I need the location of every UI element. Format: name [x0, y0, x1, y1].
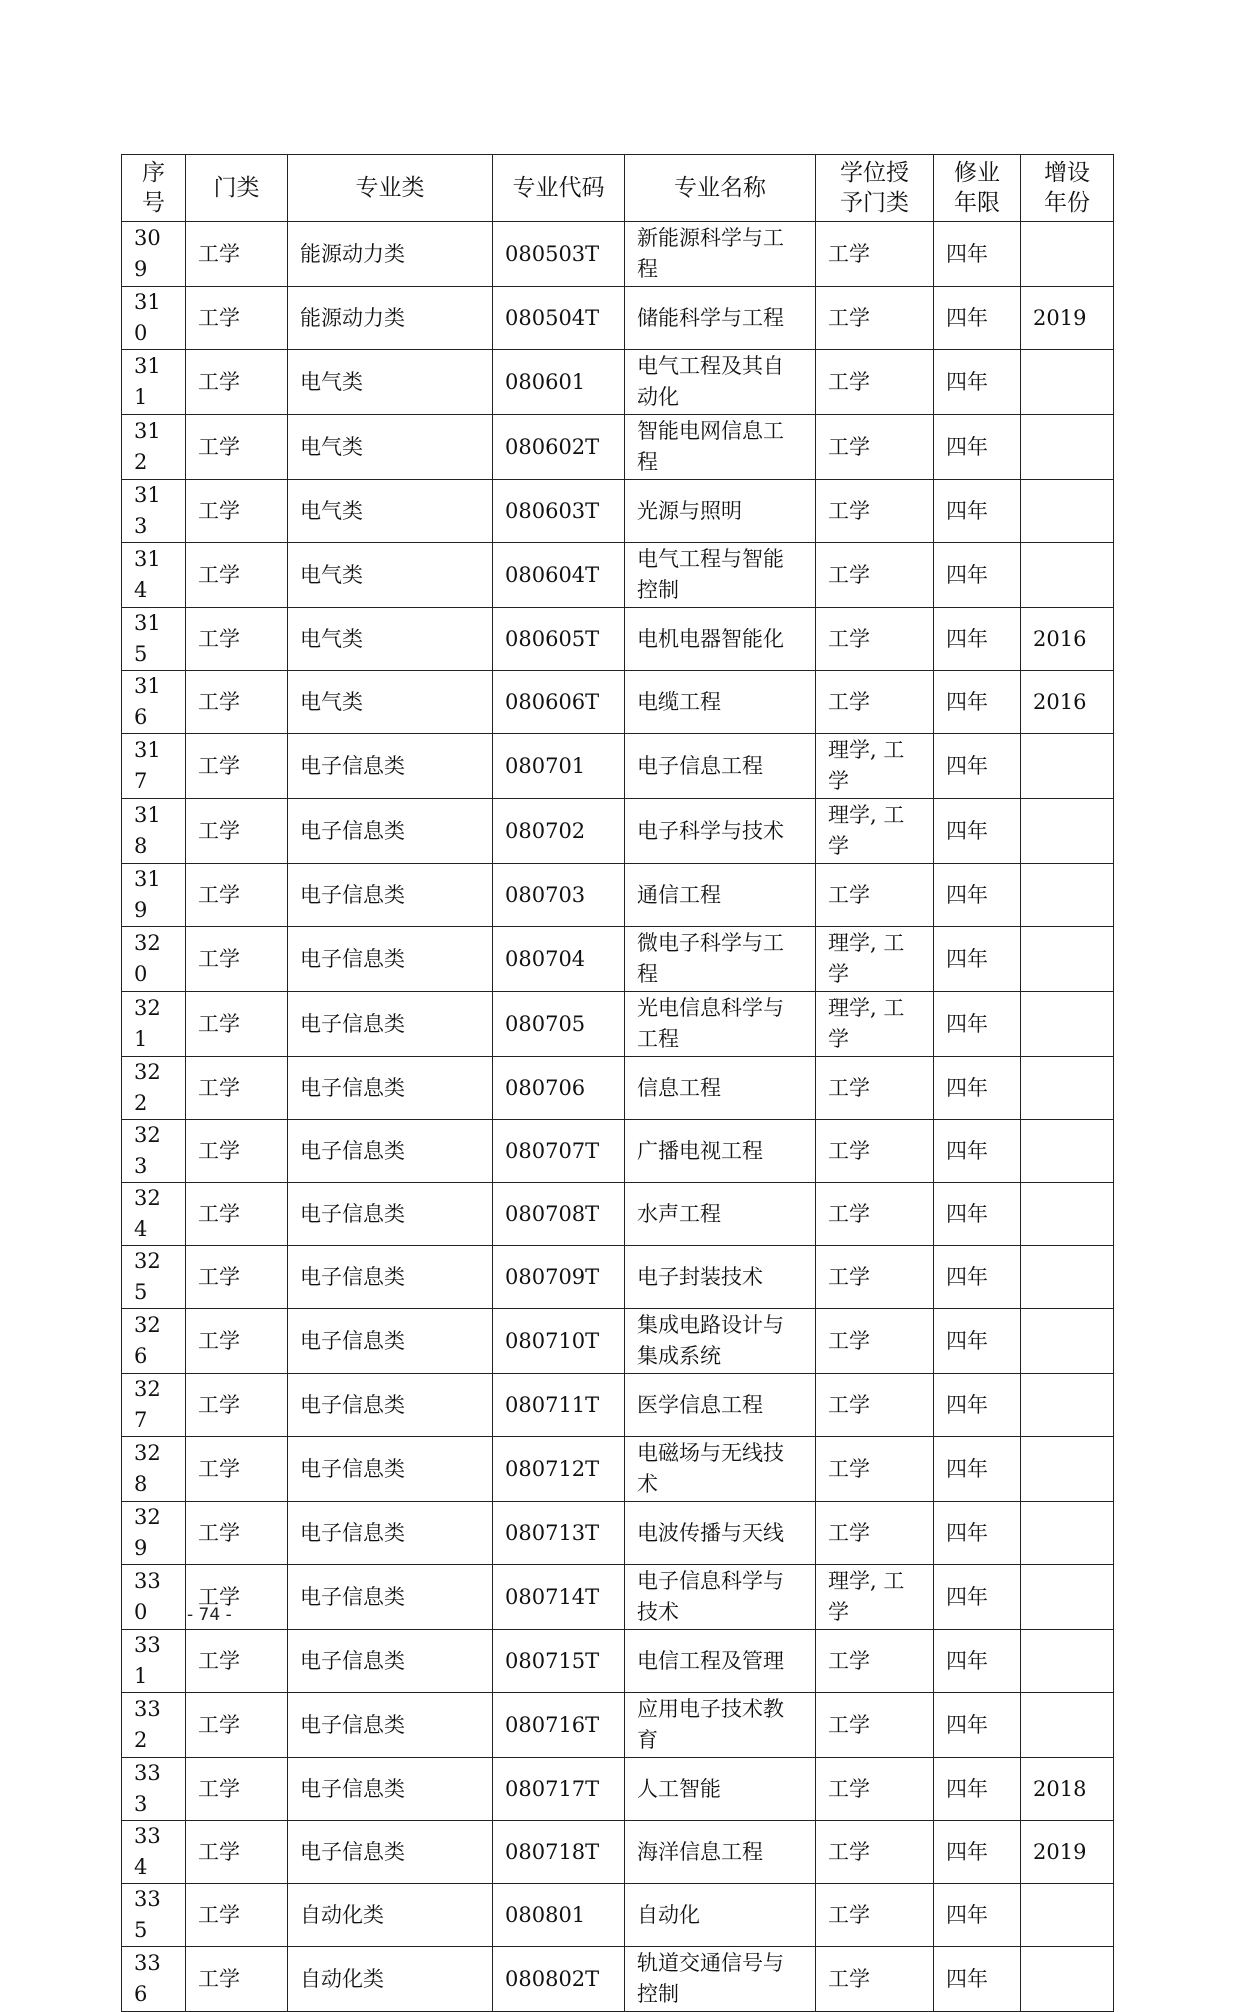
cell-year-added — [1021, 927, 1114, 992]
table-row — [122, 1565, 1114, 1630]
cell-year-added — [1021, 415, 1114, 480]
cell-code: 080706 — [493, 1057, 625, 1120]
cell-degree: 理学, 工学 — [816, 1565, 934, 1630]
cell-category: 工学 — [186, 799, 288, 864]
table-row — [122, 1183, 1114, 1246]
cell-duration: 四年 — [934, 1374, 1021, 1437]
cell-name: 信息工程 — [625, 1057, 816, 1120]
cell-degree: 工学 — [816, 1947, 934, 2012]
cell-category: 工学 — [186, 608, 288, 671]
cell-degree: 理学, 工学 — [816, 799, 934, 864]
cell-code: 080801 — [493, 1884, 625, 1947]
cell-no: 327 — [122, 1374, 186, 1437]
cell-year-added: 2019 — [1021, 287, 1114, 350]
cell-no: 323 — [122, 1120, 186, 1183]
cell-name: 电缆工程 — [625, 671, 816, 734]
cell-degree: 工学 — [816, 1758, 934, 1821]
header-code: 专业代码 — [493, 155, 625, 222]
cell-name: 人工智能 — [625, 1758, 816, 1821]
cell-name: 自动化 — [625, 1884, 816, 1947]
cell-duration: 四年 — [934, 1309, 1021, 1374]
cell-duration: 四年 — [934, 1246, 1021, 1309]
cell-code: 080701 — [493, 734, 625, 799]
cell-no: 326 — [122, 1309, 186, 1374]
cell-name: 电子封装技术 — [625, 1246, 816, 1309]
cell-category: 工学 — [186, 992, 288, 1057]
cell-category: 工学 — [186, 287, 288, 350]
cell-major-class: 电子信息类 — [288, 734, 493, 799]
cell-name: 光电信息科学与工程 — [625, 992, 816, 1057]
cell-no: 320 — [122, 927, 186, 992]
cell-major-class: 电气类 — [288, 608, 493, 671]
cell-degree: 工学 — [816, 1821, 934, 1884]
cell-year-added: 2018 — [1021, 1758, 1114, 1821]
cell-code: 080711T — [493, 1374, 625, 1437]
table-row — [122, 1057, 1114, 1120]
table-row — [122, 927, 1114, 992]
cell-year-added — [1021, 1246, 1114, 1309]
cell-no: 319 — [122, 864, 186, 927]
cell-no: 309 — [122, 222, 186, 287]
cell-year-added: 2016 — [1021, 608, 1114, 671]
cell-category: 工学 — [186, 1758, 288, 1821]
cell-duration: 四年 — [934, 734, 1021, 799]
cell-category: 工学 — [186, 222, 288, 287]
table-header-row — [122, 155, 1114, 222]
cell-degree: 工学 — [816, 1502, 934, 1565]
cell-code: 080604T — [493, 543, 625, 608]
header-degree: 学位授 予门类 — [816, 155, 934, 222]
cell-duration: 四年 — [934, 415, 1021, 480]
cell-major-class: 电子信息类 — [288, 992, 493, 1057]
table-row — [122, 1437, 1114, 1502]
cell-duration: 四年 — [934, 799, 1021, 864]
cell-duration: 四年 — [934, 1120, 1021, 1183]
cell-duration: 四年 — [934, 1057, 1021, 1120]
table-row — [122, 992, 1114, 1057]
cell-major-class: 能源动力类 — [288, 287, 493, 350]
cell-category: 工学 — [186, 1183, 288, 1246]
cell-year-added — [1021, 1502, 1114, 1565]
cell-name: 电子科学与技术 — [625, 799, 816, 864]
cell-category: 工学 — [186, 927, 288, 992]
cell-duration: 四年 — [934, 608, 1021, 671]
cell-duration: 四年 — [934, 1437, 1021, 1502]
cell-major-class: 电子信息类 — [288, 1374, 493, 1437]
cell-degree: 工学 — [816, 1309, 934, 1374]
cell-degree: 工学 — [816, 350, 934, 415]
cell-year-added — [1021, 1947, 1114, 2012]
cell-duration: 四年 — [934, 480, 1021, 543]
table-row — [122, 1502, 1114, 1565]
cell-duration: 四年 — [934, 1758, 1021, 1821]
cell-degree: 工学 — [816, 480, 934, 543]
cell-year-added — [1021, 1120, 1114, 1183]
cell-major-class: 电子信息类 — [288, 1057, 493, 1120]
cell-duration: 四年 — [934, 671, 1021, 734]
cell-duration: 四年 — [934, 1947, 1021, 2012]
cell-category: 工学 — [186, 1374, 288, 1437]
table-row — [122, 1309, 1114, 1374]
cell-no: 316 — [122, 671, 186, 734]
cell-duration: 四年 — [934, 1565, 1021, 1630]
cell-year-added: 2019 — [1021, 1821, 1114, 1884]
cell-name: 新能源科学与工程 — [625, 222, 816, 287]
cell-code: 080703 — [493, 864, 625, 927]
cell-category: 工学 — [186, 1057, 288, 1120]
cell-duration: 四年 — [934, 1821, 1021, 1884]
cell-major-class: 电气类 — [288, 543, 493, 608]
table-row — [122, 1120, 1114, 1183]
cell-name: 储能科学与工程 — [625, 287, 816, 350]
cell-degree: 工学 — [816, 287, 934, 350]
cell-major-class: 电子信息类 — [288, 799, 493, 864]
header-major-class: 专业类 — [288, 155, 493, 222]
cell-no: 325 — [122, 1246, 186, 1309]
cell-degree: 工学 — [816, 415, 934, 480]
cell-name: 电波传播与天线 — [625, 1502, 816, 1565]
cell-category: 工学 — [186, 1120, 288, 1183]
cell-duration: 四年 — [934, 350, 1021, 415]
cell-degree: 工学 — [816, 543, 934, 608]
cell-year-added — [1021, 222, 1114, 287]
cell-degree: 工学 — [816, 222, 934, 287]
cell-name: 光源与照明 — [625, 480, 816, 543]
cell-code: 080601 — [493, 350, 625, 415]
table-row — [122, 799, 1114, 864]
cell-name: 广播电视工程 — [625, 1120, 816, 1183]
cell-year-added — [1021, 1565, 1114, 1630]
cell-year-added — [1021, 1884, 1114, 1947]
cell-code: 080707T — [493, 1120, 625, 1183]
header-category: 门类 — [186, 155, 288, 222]
cell-no: 322 — [122, 1057, 186, 1120]
cell-code: 080708T — [493, 1183, 625, 1246]
cell-duration: 四年 — [934, 1884, 1021, 1947]
cell-duration: 四年 — [934, 992, 1021, 1057]
cell-no: 328 — [122, 1437, 186, 1502]
table-row — [122, 1947, 1114, 2012]
cell-code: 080702 — [493, 799, 625, 864]
cell-major-class: 电子信息类 — [288, 1821, 493, 1884]
cell-year-added — [1021, 992, 1114, 1057]
cell-major-class: 电子信息类 — [288, 927, 493, 992]
cell-no: 330 — [122, 1565, 186, 1630]
table-row — [122, 222, 1114, 287]
cell-major-class: 电子信息类 — [288, 1502, 493, 1565]
cell-no: 335 — [122, 1884, 186, 1947]
cell-major-class: 能源动力类 — [288, 222, 493, 287]
cell-name: 水声工程 — [625, 1183, 816, 1246]
cell-degree: 工学 — [816, 1630, 934, 1693]
cell-no: 310 — [122, 287, 186, 350]
cell-degree: 理学, 工学 — [816, 927, 934, 992]
cell-category: 工学 — [186, 1630, 288, 1693]
cell-duration: 四年 — [934, 1630, 1021, 1693]
header-no: 序 号 — [122, 155, 186, 222]
cell-name: 医学信息工程 — [625, 1374, 816, 1437]
cell-duration: 四年 — [934, 1502, 1021, 1565]
page-number: - 74 - — [187, 1605, 232, 1625]
cell-year-added — [1021, 1183, 1114, 1246]
cell-code: 080802T — [493, 1947, 625, 2012]
table-row — [122, 415, 1114, 480]
cell-code: 080606T — [493, 671, 625, 734]
cell-degree: 工学 — [816, 1884, 934, 1947]
cell-code: 080602T — [493, 415, 625, 480]
cell-duration: 四年 — [934, 543, 1021, 608]
cell-name: 智能电网信息工程 — [625, 415, 816, 480]
header-year-added: 增设 年份 — [1021, 155, 1114, 222]
cell-no: 313 — [122, 480, 186, 543]
cell-major-class: 电子信息类 — [288, 1693, 493, 1758]
cell-code: 080718T — [493, 1821, 625, 1884]
cell-name: 电气工程及其自动化 — [625, 350, 816, 415]
table-row — [122, 864, 1114, 927]
cell-duration: 四年 — [934, 864, 1021, 927]
cell-degree: 工学 — [816, 1183, 934, 1246]
cell-duration: 四年 — [934, 1183, 1021, 1246]
table-body — [122, 222, 1114, 2012]
cell-no: 311 — [122, 350, 186, 415]
cell-category: 工学 — [186, 1947, 288, 2012]
table-row — [122, 671, 1114, 734]
cell-code: 080709T — [493, 1246, 625, 1309]
cell-degree: 工学 — [816, 1120, 934, 1183]
cell-year-added — [1021, 1057, 1114, 1120]
cell-year-added — [1021, 1437, 1114, 1502]
cell-duration: 四年 — [934, 927, 1021, 992]
cell-category: 工学 — [186, 1246, 288, 1309]
cell-major-class: 自动化类 — [288, 1947, 493, 2012]
cell-code: 080715T — [493, 1630, 625, 1693]
cell-code: 080713T — [493, 1502, 625, 1565]
table-row — [122, 1884, 1114, 1947]
cell-name: 轨道交通信号与控制 — [625, 1947, 816, 2012]
cell-no: 324 — [122, 1183, 186, 1246]
cell-major-class: 电子信息类 — [288, 1565, 493, 1630]
cell-category: 工学 — [186, 671, 288, 734]
cell-code: 080705 — [493, 992, 625, 1057]
cell-name: 应用电子技术教育 — [625, 1693, 816, 1758]
majors-table — [121, 154, 1114, 2012]
table-row — [122, 608, 1114, 671]
cell-degree: 理学, 工学 — [816, 992, 934, 1057]
cell-no: 315 — [122, 608, 186, 671]
table-row — [122, 1246, 1114, 1309]
cell-name: 电信工程及管理 — [625, 1630, 816, 1693]
cell-year-added — [1021, 1693, 1114, 1758]
cell-year-added — [1021, 1630, 1114, 1693]
cell-code: 080504T — [493, 287, 625, 350]
cell-no: 314 — [122, 543, 186, 608]
cell-major-class: 电气类 — [288, 480, 493, 543]
cell-major-class: 电子信息类 — [288, 864, 493, 927]
cell-year-added — [1021, 864, 1114, 927]
cell-name: 电机电器智能化 — [625, 608, 816, 671]
cell-no: 321 — [122, 992, 186, 1057]
cell-category: 工学 — [186, 1565, 288, 1630]
cell-degree: 工学 — [816, 1693, 934, 1758]
table-row — [122, 287, 1114, 350]
cell-code: 080716T — [493, 1693, 625, 1758]
cell-code: 080710T — [493, 1309, 625, 1374]
cell-year-added: 2016 — [1021, 671, 1114, 734]
cell-degree: 工学 — [816, 671, 934, 734]
cell-degree: 工学 — [816, 1374, 934, 1437]
cell-category: 工学 — [186, 480, 288, 543]
cell-no: 333 — [122, 1758, 186, 1821]
cell-no: 332 — [122, 1693, 186, 1758]
cell-category: 工学 — [186, 1309, 288, 1374]
cell-name: 电气工程与智能控制 — [625, 543, 816, 608]
cell-major-class: 电子信息类 — [288, 1309, 493, 1374]
cell-degree: 工学 — [816, 608, 934, 671]
cell-no: 317 — [122, 734, 186, 799]
table-row — [122, 1630, 1114, 1693]
cell-code: 080717T — [493, 1758, 625, 1821]
cell-duration: 四年 — [934, 222, 1021, 287]
cell-name: 电磁场与无线技术 — [625, 1437, 816, 1502]
cell-degree: 工学 — [816, 864, 934, 927]
cell-major-class: 电气类 — [288, 671, 493, 734]
cell-code: 080605T — [493, 608, 625, 671]
table-row — [122, 1821, 1114, 1884]
cell-major-class: 电气类 — [288, 350, 493, 415]
table-row — [122, 480, 1114, 543]
cell-category: 工学 — [186, 1884, 288, 1947]
header-duration: 修业 年限 — [934, 155, 1021, 222]
cell-code: 080503T — [493, 222, 625, 287]
cell-code: 080714T — [493, 1565, 625, 1630]
cell-no: 329 — [122, 1502, 186, 1565]
table-row — [122, 350, 1114, 415]
cell-year-added — [1021, 350, 1114, 415]
cell-category: 工学 — [186, 734, 288, 799]
cell-no: 334 — [122, 1821, 186, 1884]
cell-no: 312 — [122, 415, 186, 480]
table-row — [122, 543, 1114, 608]
cell-name: 海洋信息工程 — [625, 1821, 816, 1884]
cell-degree: 工学 — [816, 1246, 934, 1309]
cell-category: 工学 — [186, 415, 288, 480]
cell-degree: 工学 — [816, 1437, 934, 1502]
cell-category: 工学 — [186, 1437, 288, 1502]
cell-year-added — [1021, 1374, 1114, 1437]
cell-name: 微电子科学与工程 — [625, 927, 816, 992]
cell-year-added — [1021, 543, 1114, 608]
cell-name: 电子信息工程 — [625, 734, 816, 799]
cell-category: 工学 — [186, 1502, 288, 1565]
cell-year-added — [1021, 799, 1114, 864]
cell-duration: 四年 — [934, 1693, 1021, 1758]
cell-code: 080704 — [493, 927, 625, 992]
cell-category: 工学 — [186, 864, 288, 927]
cell-major-class: 电子信息类 — [288, 1120, 493, 1183]
cell-category: 工学 — [186, 1821, 288, 1884]
cell-degree: 理学, 工学 — [816, 734, 934, 799]
cell-name: 集成电路设计与集成系统 — [625, 1309, 816, 1374]
cell-year-added — [1021, 734, 1114, 799]
cell-major-class: 电子信息类 — [288, 1758, 493, 1821]
table-row — [122, 1374, 1114, 1437]
cell-name: 电子信息科学与技术 — [625, 1565, 816, 1630]
cell-category: 工学 — [186, 350, 288, 415]
cell-year-added — [1021, 1309, 1114, 1374]
header-name: 专业名称 — [625, 155, 816, 222]
cell-major-class: 电子信息类 — [288, 1246, 493, 1309]
table-row — [122, 1758, 1114, 1821]
cell-code: 080712T — [493, 1437, 625, 1502]
cell-major-class: 电子信息类 — [288, 1630, 493, 1693]
cell-no: 331 — [122, 1630, 186, 1693]
cell-category: 工学 — [186, 1693, 288, 1758]
table-row — [122, 734, 1114, 799]
cell-year-added — [1021, 480, 1114, 543]
cell-major-class: 自动化类 — [288, 1884, 493, 1947]
cell-major-class: 电子信息类 — [288, 1183, 493, 1246]
table-row — [122, 1693, 1114, 1758]
cell-major-class: 电子信息类 — [288, 1437, 493, 1502]
cell-no: 318 — [122, 799, 186, 864]
cell-duration: 四年 — [934, 287, 1021, 350]
cell-major-class: 电气类 — [288, 415, 493, 480]
cell-code: 080603T — [493, 480, 625, 543]
cell-category: 工学 — [186, 543, 288, 608]
cell-name: 通信工程 — [625, 864, 816, 927]
cell-degree: 工学 — [816, 1057, 934, 1120]
cell-no: 336 — [122, 1947, 186, 2012]
